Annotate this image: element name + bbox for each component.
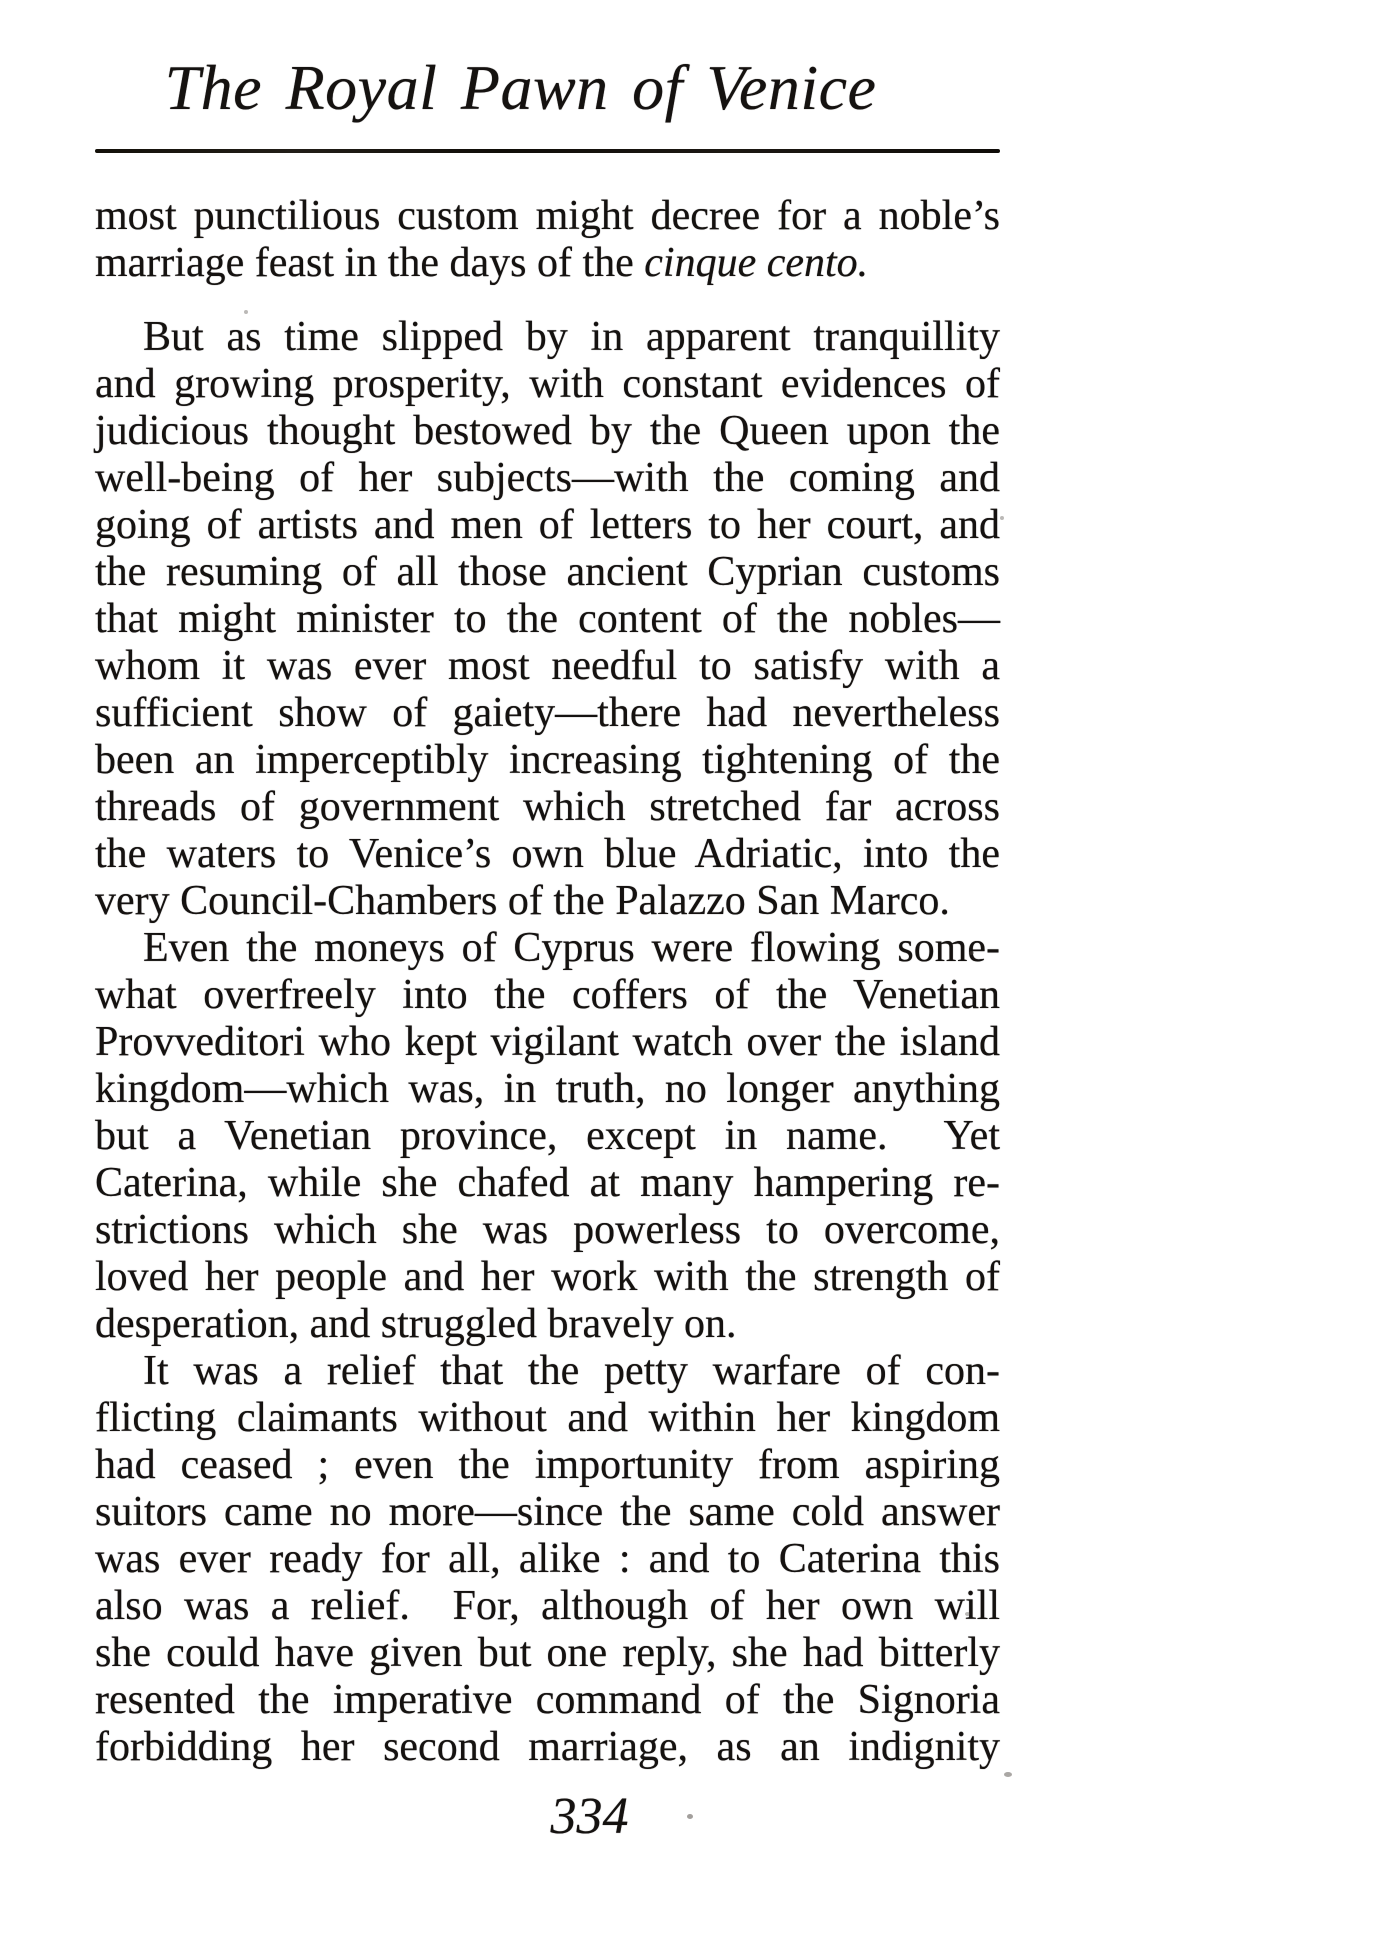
body-line	[95, 1019, 1000, 1066]
body-line	[95, 972, 1000, 1019]
body-line-segment: But as time slipped by in apparent tranquillity	[143, 314, 1000, 360]
body-line	[95, 1630, 1000, 1677]
body-line	[95, 1254, 1000, 1301]
body-line	[95, 455, 1000, 502]
body-line-segment: desperation, and struggled bravely on.	[95, 1301, 737, 1347]
scan-speck	[687, 1814, 693, 1819]
body-line	[95, 878, 1000, 925]
body-line-segment: the waters to Venice’s own blue Adriatic, into the	[95, 831, 1000, 877]
scan-speck	[244, 310, 248, 314]
body-line	[95, 1066, 1000, 1113]
body-line	[95, 314, 1000, 361]
body-line-segment: had ceased ; even the importunity from aspiring	[95, 1442, 1000, 1488]
body-line-segment: she could have given but one reply, she had bitterly	[95, 1630, 1000, 1676]
body-line	[95, 240, 1000, 287]
body-line-segment: very Council-Chambers of the Palazzo San Marco.	[95, 878, 950, 924]
scan-speck	[1000, 516, 1004, 520]
body-line	[95, 1113, 1000, 1160]
body-line	[95, 1442, 1000, 1489]
body-line-segment: what overfreely into the coffers of the Venetian	[95, 972, 1000, 1018]
body-line	[95, 408, 1000, 455]
body-line-italic-segment: cinque cento.	[644, 240, 869, 286]
scan-speck	[969, 951, 974, 955]
page-number: 334	[550, 1788, 629, 1845]
body-line-segment: resented the imperative command of the Signoria	[95, 1677, 1000, 1723]
scan-speck	[1004, 1772, 1012, 1777]
body-line-segment: but a Venetian province, except in name. Yet	[95, 1113, 1000, 1159]
body-line	[95, 1724, 1000, 1771]
body-line-segment: was ever ready for all, alike : and to Caterina this	[95, 1536, 1000, 1582]
body-line-segment: marriage feast in the days of the	[95, 240, 645, 286]
body-line	[95, 737, 1000, 784]
body-line	[95, 502, 1000, 549]
body-line	[95, 1489, 1000, 1536]
body-line	[95, 690, 1000, 737]
body-line	[95, 1536, 1000, 1583]
body-line-segment: forbidding her second marriage, as an indignity	[95, 1724, 1000, 1770]
body-line-segment: strictions which she was powerless to overcome,	[95, 1207, 1000, 1253]
body-line-segment: and growing prosperity, with constant evidences of	[95, 361, 1000, 407]
body-line-segment: suitors came no more—since the same cold answer	[95, 1489, 1000, 1535]
body-line-segment: threads of government which stretched far across	[95, 784, 1000, 830]
body-line-segment: been an imperceptibly increasing tightening of the	[95, 737, 1000, 783]
body-line-segment: loved her people and her work with the strength of	[95, 1254, 1000, 1300]
body-line-segment: most punctilious custom might decree for a noble’s	[95, 193, 1000, 239]
running-title: The Royal Pawn of Venice	[164, 52, 877, 123]
body-line	[95, 1395, 1000, 1442]
body-line	[95, 831, 1000, 878]
body-line-segment: kingdom—which was, in truth, no longer anything	[95, 1066, 1000, 1112]
body-line	[95, 549, 1000, 596]
body-line	[95, 784, 1000, 831]
body-line-segment: Even the moneys of Cyprus were flowing some-	[143, 925, 1000, 971]
body-line-segment: also was a relief. For, although of her own will	[95, 1583, 1000, 1629]
body-line	[95, 925, 1000, 972]
body-line-segment: sufficient show of gaiety—there had nevertheless	[95, 690, 1000, 736]
text-block	[95, 193, 1000, 1771]
body-line	[95, 1160, 1000, 1207]
body-line-segment: that might minister to the content of the nobles—	[95, 596, 1000, 642]
body-line-segment: flicting claimants without and within her kingdom	[95, 1395, 1000, 1441]
body-line-segment: the resuming of all those ancient Cyprian customs	[95, 549, 1000, 595]
body-line	[95, 596, 1000, 643]
body-line	[95, 1583, 1000, 1630]
body-line-segment: Caterina, while she chafed at many hampering re-	[95, 1160, 1000, 1206]
body-line-segment: going of artists and men of letters to her court, and	[95, 502, 1000, 548]
body-line	[95, 643, 1000, 690]
body-line-segment: judicious thought bestowed by the Queen upon the	[95, 408, 1000, 454]
body-line	[95, 361, 1000, 408]
scan-speck	[965, 1612, 970, 1616]
body-line-segment: whom it was ever most needful to satisfy with a	[95, 643, 1000, 689]
body-line	[95, 1207, 1000, 1254]
body-line	[95, 193, 1000, 240]
body-line-segment: It was a relief that the petty warfare of con-	[143, 1348, 1000, 1394]
page-content	[95, 53, 1000, 1845]
body-line	[95, 1677, 1000, 1724]
body-line-segment: well-being of her subjects—with the coming and	[95, 455, 1000, 501]
body-line	[95, 1301, 1000, 1348]
body-line	[95, 1348, 1000, 1395]
header-rule	[95, 149, 1000, 153]
body-line-segment: Provveditori who kept vigilant watch over the island	[95, 1019, 1000, 1065]
